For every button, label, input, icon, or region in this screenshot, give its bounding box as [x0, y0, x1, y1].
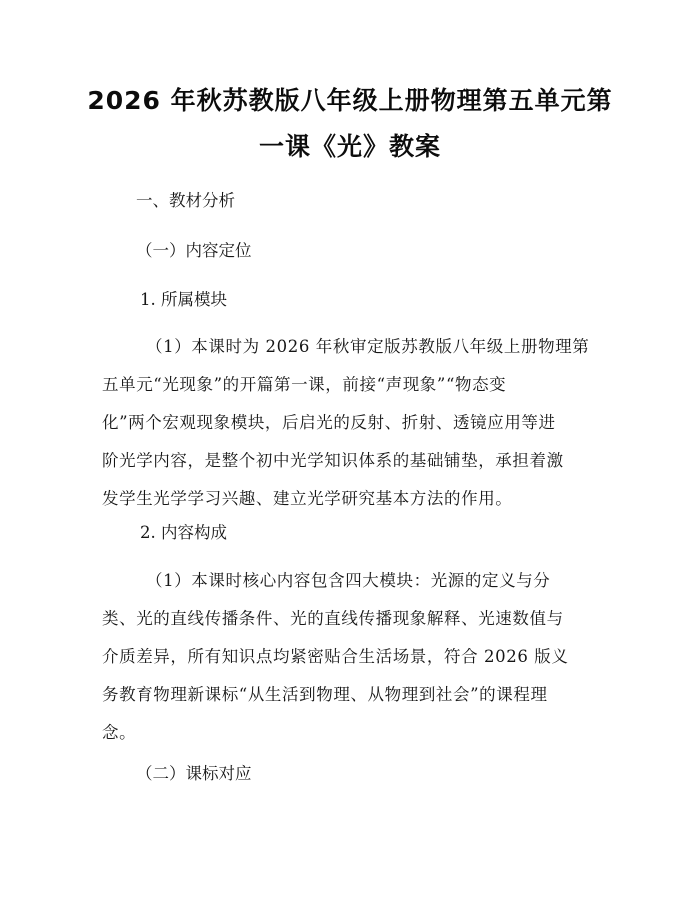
paragraph-line: （1）本课时为 2026 年秋审定版苏教版八年级上册物理第 — [146, 337, 590, 356]
document-title-line-1: 2026 年秋苏教版八年级上册物理第五单元第 — [87, 86, 613, 115]
paragraph-line: （1）本课时核心内容包含四大模块：光源的定义与分 — [146, 571, 551, 590]
subsection-heading-curriculum-standards: （二）课标对应 — [136, 764, 252, 783]
paragraph-line: 五单元“光现象”的开篇第一课，前接“声现象”“物态变 — [102, 375, 507, 394]
section-heading-textbook-analysis: 一、教材分析 — [136, 191, 235, 210]
paragraph-line: 务教育物理新课标“从生活到物理、从物理到社会”的课程理 — [102, 685, 548, 704]
paragraph-line: 发学生光学学习兴趣、建立光学研究基本方法的作用。 — [102, 489, 513, 508]
paragraph-line: 介质差异，所有知识点均紧密贴合生活场景，符合 2026 版义 — [102, 647, 569, 666]
paragraph-line: 阶光学内容，是整个初中光学知识体系的基础铺垫，承担着激 — [102, 451, 564, 470]
paragraph-line: 类、光的直线传播条件、光的直线传播现象解释、光速数值与 — [102, 609, 564, 628]
subsection-heading-content-positioning: （一）内容定位 — [136, 241, 252, 260]
item-heading-composition: 2. 内容构成 — [140, 523, 227, 542]
paragraph-line: 念。 — [102, 723, 137, 742]
paragraph-line: 化”两个宏观现象模块，后启光的反射、折射、透镜应用等进 — [102, 413, 556, 432]
document-title-line-2: 一课《光》教案 — [258, 132, 441, 161]
item-heading-module: 1. 所属模块 — [140, 290, 227, 309]
